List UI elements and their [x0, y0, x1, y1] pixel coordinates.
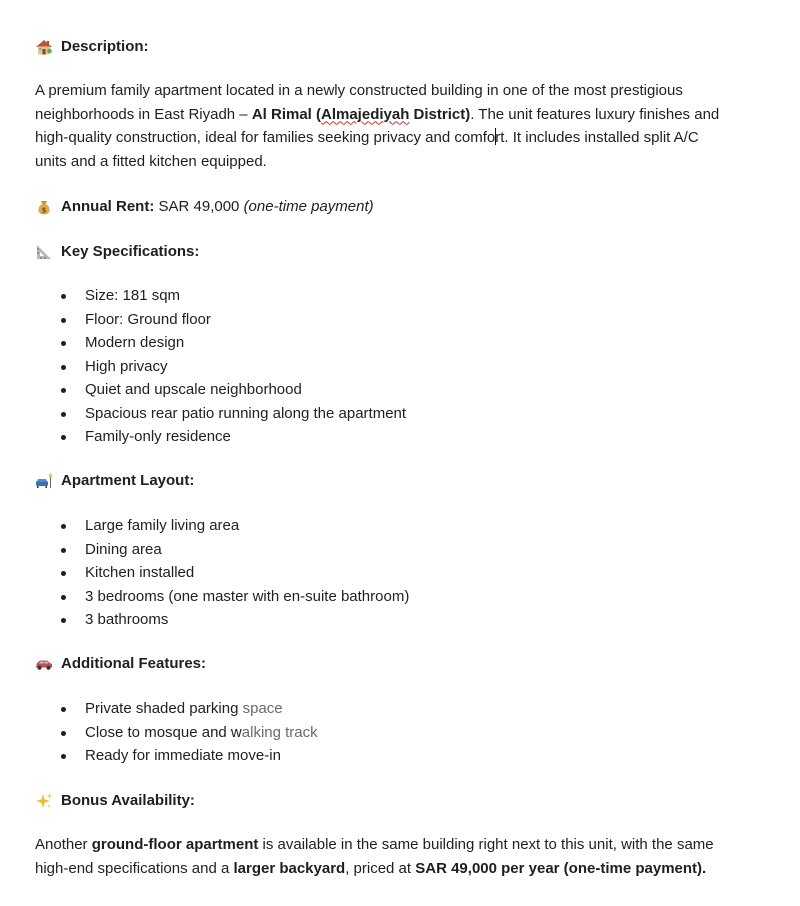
list-item: Size: 181 sqm	[59, 284, 406, 308]
description-text: . The unit features luxury finishes and	[470, 105, 720, 123]
bonus-paragraph	[35, 833, 775, 880]
list-item-text-faint: alking track	[241, 723, 318, 741]
list-item: 3 bedrooms (one master with en-suite bathroom)	[59, 585, 409, 609]
list-item	[59, 697, 318, 721]
description-heading	[35, 35, 149, 59]
bonus-text: is available in the same building right next to this unit, with the same	[258, 836, 714, 853]
specifications-list	[35, 284, 406, 449]
house-icon	[35, 38, 53, 56]
list-item-text: Close to mosque and w	[85, 723, 242, 741]
list-item: Quiet and upscale neighborhood	[59, 378, 406, 402]
layout-heading	[35, 469, 194, 493]
list-item: Modern design	[59, 331, 406, 355]
bonus-bold: larger backyard	[233, 859, 346, 877]
description-line-1: A premium family apartment located in a newly constructed building in one of the most prestigious	[35, 82, 683, 99]
car-icon	[35, 655, 53, 673]
list-item-text-faint: space	[242, 700, 283, 717]
location-bold: Al Rimal (	[251, 105, 321, 123]
description-text: neighborhoods in East Riyadh –	[35, 105, 252, 123]
description-text: high-quality construction, ideal for families seeking privacy and comfo	[35, 129, 496, 146]
description-line-4: units and a fitted kitchen equipped.	[35, 152, 267, 170]
bonus-bold: ground-floor apartment	[91, 836, 259, 853]
description-text: rt. It includes installed split A/C	[495, 129, 699, 146]
additional-features-list	[35, 697, 318, 768]
bonus-text: high-end specifications and a	[35, 859, 234, 877]
additional-features-heading-text: Additional Features:	[61, 655, 207, 672]
layout-heading-text: Apartment Layout:	[61, 472, 195, 489]
specifications-heading-text: Key Specifications:	[61, 243, 200, 260]
bonus-heading	[35, 789, 195, 813]
list-item-text: Ready for immediate move-in	[85, 747, 281, 764]
list-item-text: Private shaded parking	[85, 700, 243, 717]
list-item: Family-only residence	[59, 425, 406, 449]
list-item: Spacious rear patio running along the apartment	[59, 402, 406, 426]
bonus-bold: SAR 49,000 per year (one-time payment).	[415, 859, 707, 877]
specifications-heading	[35, 240, 199, 264]
list-item: Dining area	[59, 538, 409, 562]
bonus-text: Another	[35, 836, 92, 853]
list-item	[59, 721, 318, 745]
list-item: Floor: Ground floor	[59, 308, 406, 332]
additional-features-heading	[35, 652, 206, 676]
bonus-line-2	[35, 857, 775, 881]
list-item: Kitchen installed	[59, 561, 409, 585]
list-item: 3 bathrooms	[59, 608, 409, 632]
annual-rent-note: (one-time payment)	[243, 198, 374, 215]
triangle-ruler-icon	[35, 243, 53, 261]
layout-list	[35, 514, 409, 632]
svg-text:$: $	[41, 206, 47, 215]
description-line-3	[35, 126, 770, 150]
list-item: Large family living area	[59, 514, 409, 538]
money-bag-icon	[35, 198, 53, 216]
description-paragraph	[35, 79, 770, 173]
bonus-heading-text: Bonus Availability:	[61, 792, 195, 809]
annual-rent-line	[35, 195, 374, 219]
sofa-lamp-icon	[35, 472, 53, 490]
location-bold: District)	[409, 105, 471, 123]
bonus-text: , priced at	[345, 859, 416, 877]
annual-rent-value: SAR 49,000	[154, 198, 244, 215]
list-item: High privacy	[59, 355, 406, 379]
description-line-2	[35, 103, 770, 127]
spellcheck-word[interactable]: Almajediyah	[321, 105, 410, 123]
sparkles-icon	[35, 792, 53, 810]
bonus-line-1	[35, 833, 775, 857]
list-item	[59, 744, 318, 768]
annual-rent-label: Annual Rent:	[61, 198, 155, 215]
description-heading-text: Description:	[61, 38, 149, 55]
